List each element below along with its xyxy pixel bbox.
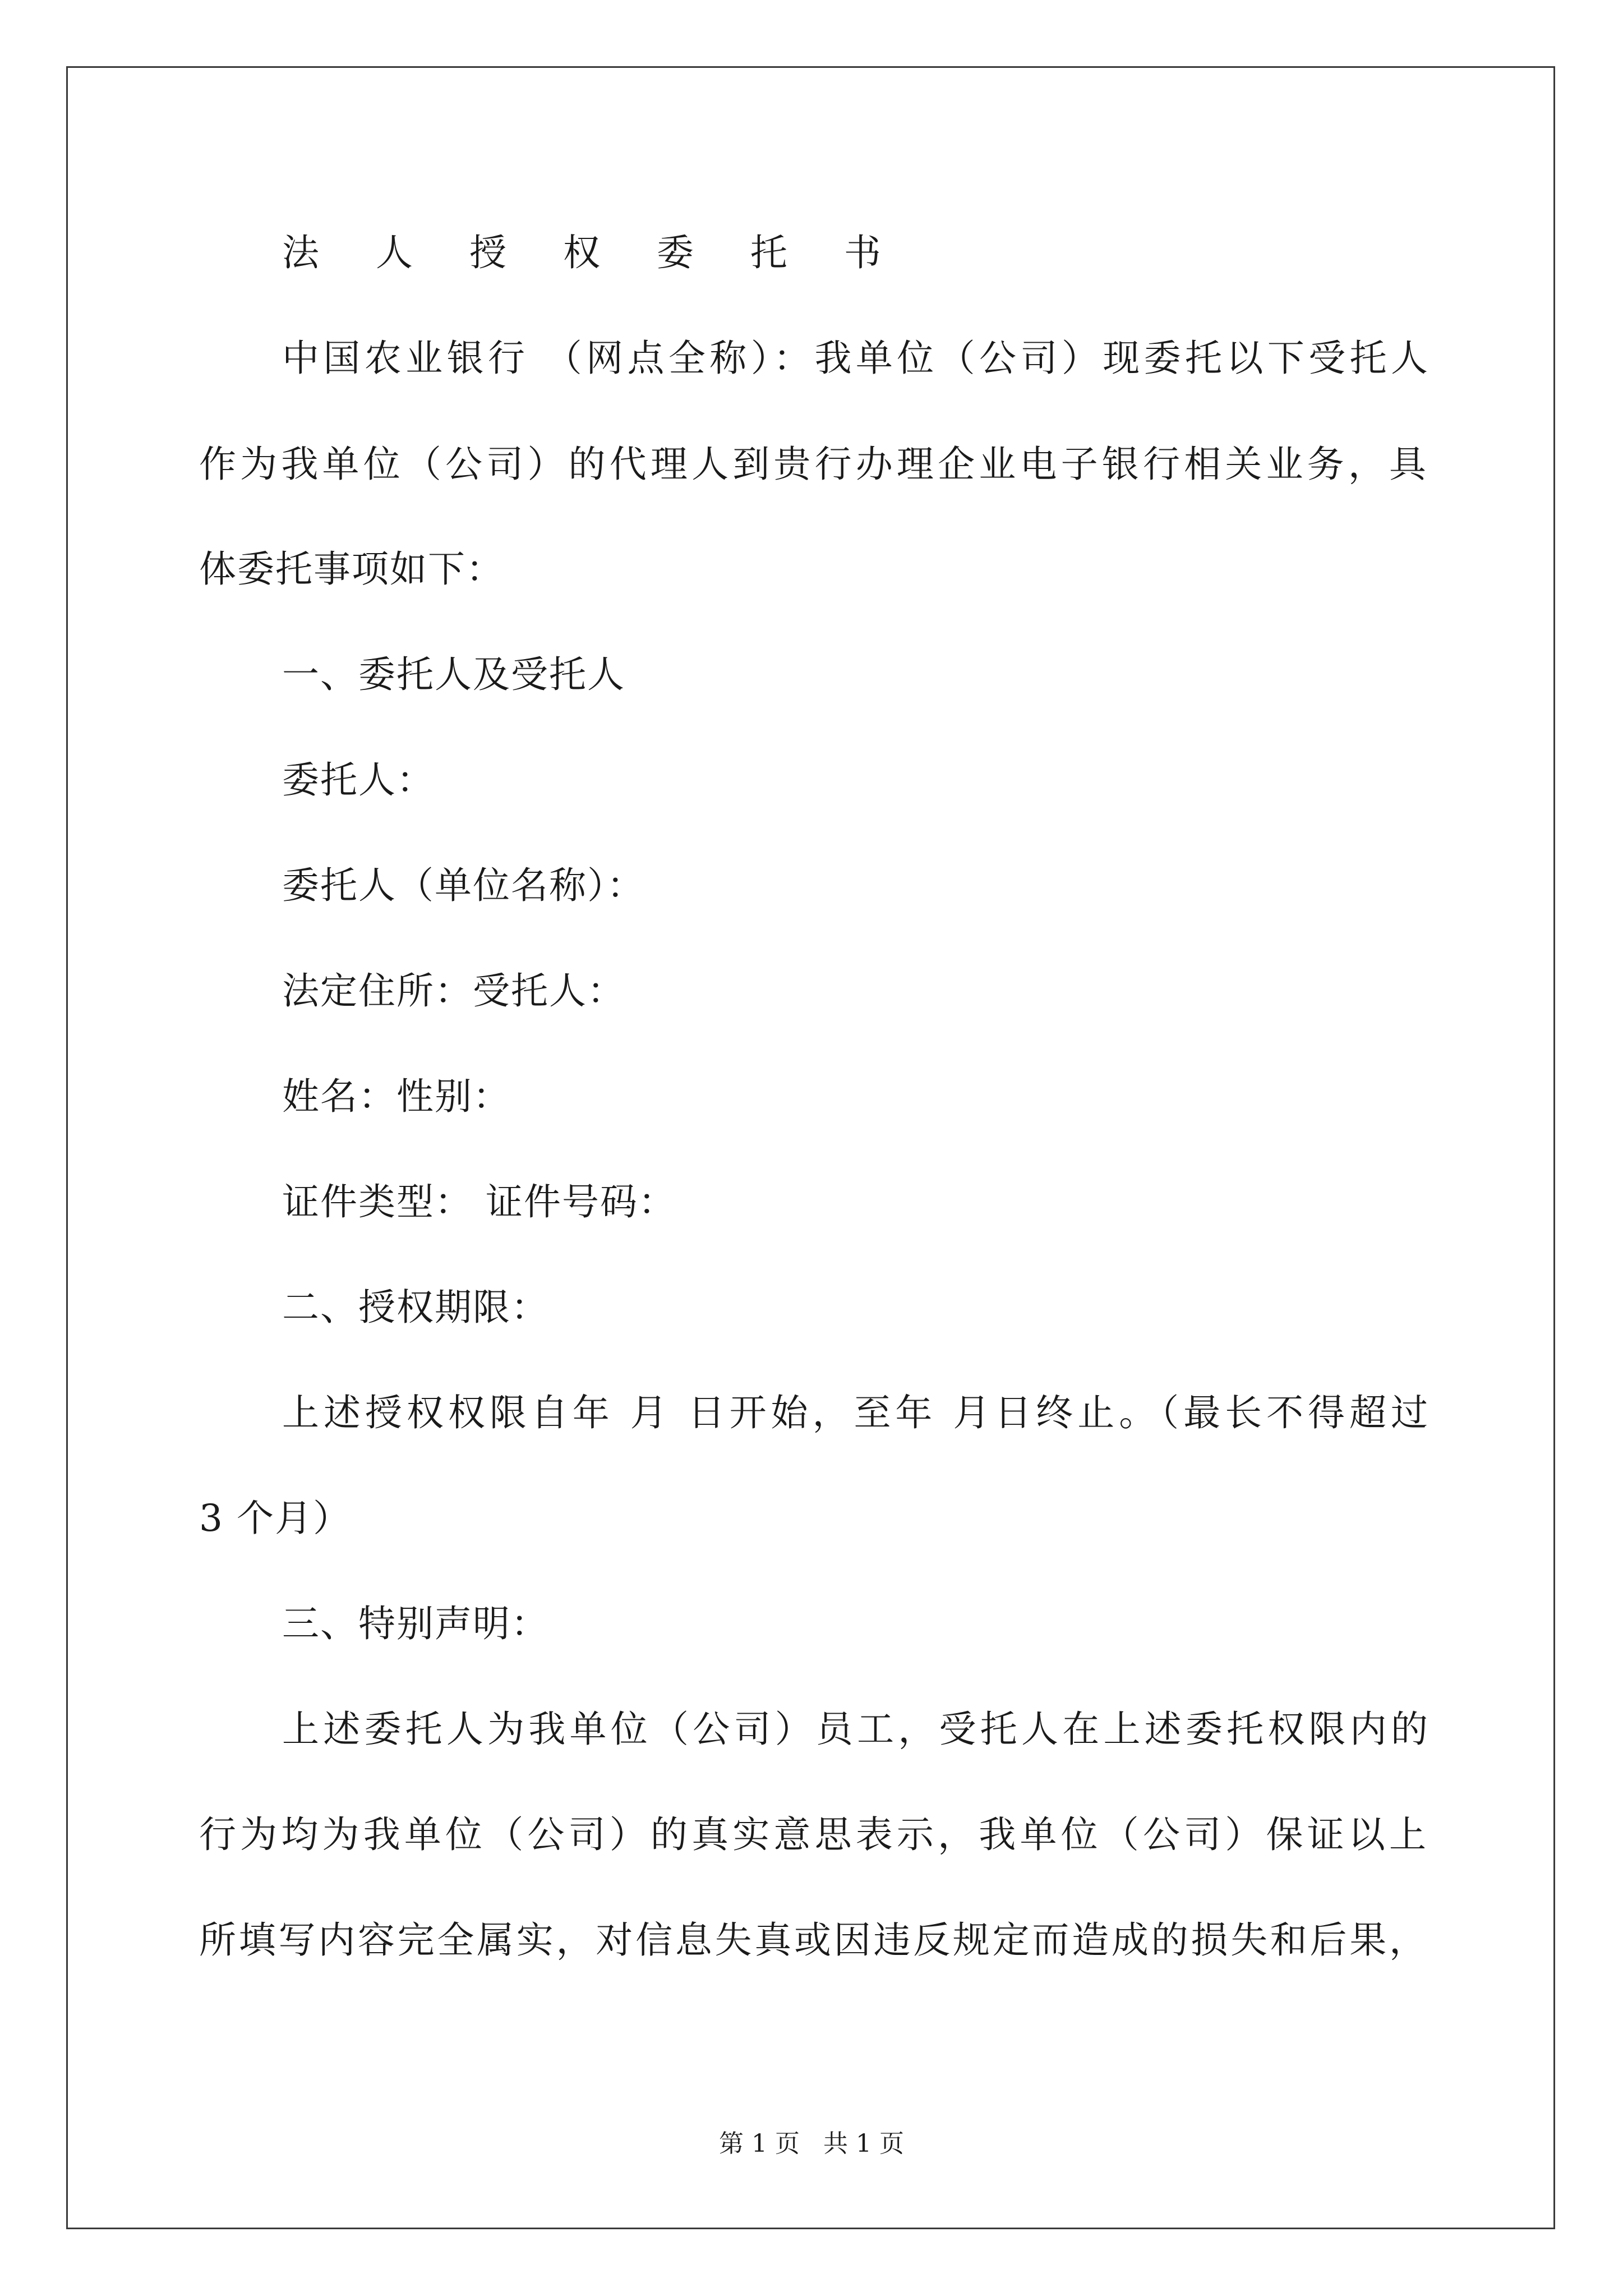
section-heading-3: 三、特别声明： xyxy=(282,1602,549,1645)
field-principal: 委托人： xyxy=(282,758,435,802)
paragraph-line-2: 作为我单位（公司）的代理人到贵行办理企业电子银行相关业务，具 xyxy=(199,443,1427,486)
paragraph-term-line-1: 上述授权权限自年 月 日开始，至年 月日终止。（最长不得超过 xyxy=(282,1391,1429,1434)
field-name-gender: 姓名：性别： xyxy=(282,1075,511,1118)
paragraph-line-1: 中国农业银行 （网点全称）：我单位（公司）现委托以下受托人 xyxy=(282,337,1429,380)
section-heading-1: 一、委托人及受托人 xyxy=(282,653,625,696)
field-principal-unit-name: 委托人（单位名称）： xyxy=(282,864,645,907)
field-legal-address-agent: 法定住所：受托人： xyxy=(282,969,625,1013)
document-title: 法 人 授 权 委 托 书 xyxy=(282,231,903,274)
paragraph-line-3: 体委托事项如下： xyxy=(199,547,504,591)
page-border xyxy=(66,66,1555,2229)
paragraph-statement-line-1: 上述委托人为我单位（公司）员工，受托人在上述委托权限内的 xyxy=(282,1708,1429,1751)
page-number-footer: 第 1 页 共 1 页 xyxy=(719,2129,904,2158)
paragraph-statement-line-2: 行为均为我单位（公司）的真实意思表示，我单位（公司）保证以上 xyxy=(199,1813,1427,1856)
paragraph-statement-line-3: 所填写内容完全属实，对信息失真或因违反规定而造成的损失和后果， xyxy=(199,1918,1427,1962)
paragraph-term-line-2: 3 个月） xyxy=(199,1497,351,1540)
section-heading-2: 二、授权期限： xyxy=(282,1286,549,1329)
field-id-type-number: 证件类型： 证件号码： xyxy=(282,1180,676,1223)
